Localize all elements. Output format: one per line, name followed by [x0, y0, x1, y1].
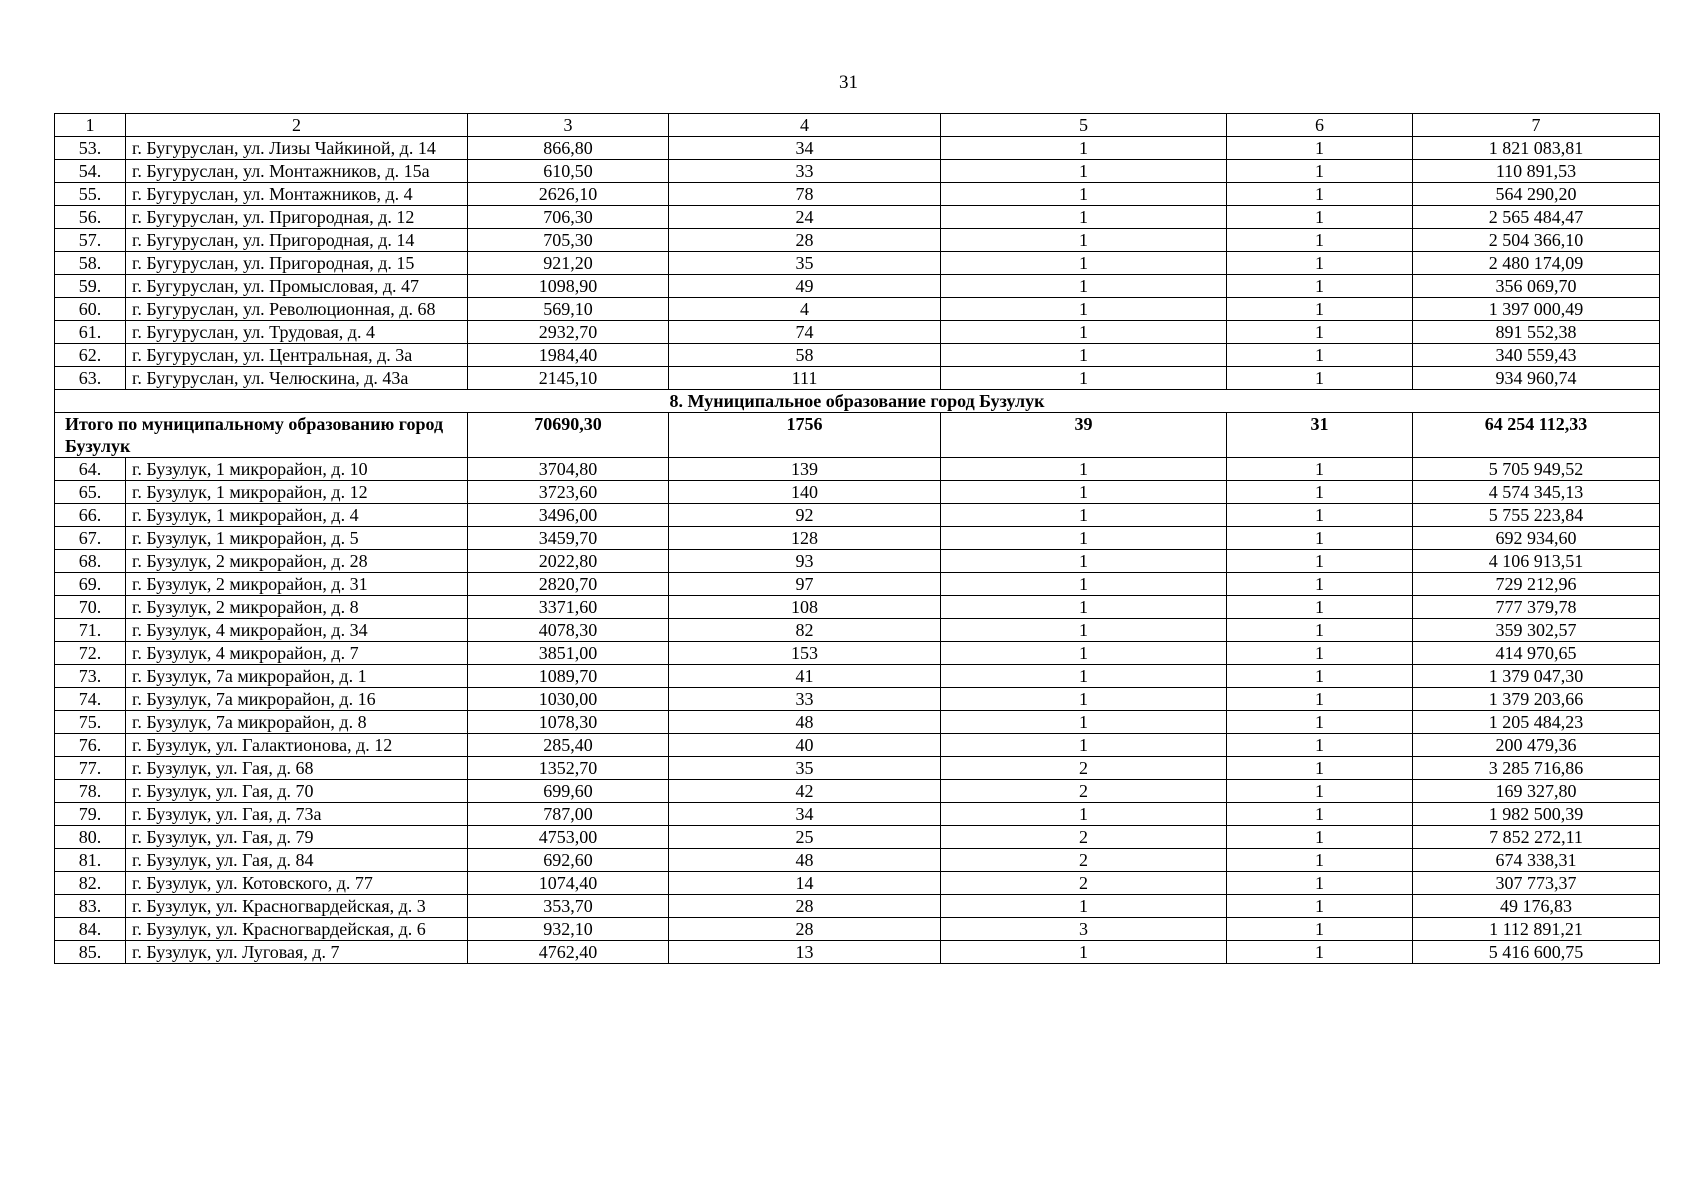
row-col5: 1 — [941, 344, 1227, 367]
row-col6: 1 — [1227, 849, 1413, 872]
row-number: 69. — [55, 573, 126, 596]
table-row — [55, 665, 1660, 688]
row-col5: 2 — [941, 757, 1227, 780]
table-row — [55, 550, 1660, 573]
row-col5: 2 — [941, 826, 1227, 849]
row-number: 64. — [55, 458, 126, 481]
row-col6: 1 — [1227, 481, 1413, 504]
row-col5: 1 — [941, 895, 1227, 918]
row-number: 70. — [55, 596, 126, 619]
row-number: 73. — [55, 665, 126, 688]
row-col6: 1 — [1227, 757, 1413, 780]
row-col4: 28 — [669, 895, 941, 918]
row-address: г. Бугуруслан, ул. Промысловая, д. 47 — [126, 275, 468, 298]
row-col7: 1 205 484,23 — [1413, 711, 1660, 734]
table-row — [55, 229, 1660, 252]
row-col7: 5 755 223,84 — [1413, 504, 1660, 527]
table-row — [55, 642, 1660, 665]
row-number: 57. — [55, 229, 126, 252]
row-address: г. Бузулук, ул. Галактионова, д. 12 — [126, 734, 468, 757]
row-col5: 1 — [941, 941, 1227, 964]
row-address: г. Бузулук, ул. Гая, д. 68 — [126, 757, 468, 780]
row-col4: 33 — [669, 160, 941, 183]
row-col4: 40 — [669, 734, 941, 757]
row-col6: 1 — [1227, 229, 1413, 252]
row-col3: 353,70 — [468, 895, 669, 918]
row-col7: 674 338,31 — [1413, 849, 1660, 872]
table-row — [55, 711, 1660, 734]
row-col3: 692,60 — [468, 849, 669, 872]
row-number: 63. — [55, 367, 126, 390]
row-col7: 2 565 484,47 — [1413, 206, 1660, 229]
row-address: г. Бугуруслан, ул. Монтажников, д. 4 — [126, 183, 468, 206]
table-row — [55, 275, 1660, 298]
row-number: 76. — [55, 734, 126, 757]
row-number: 67. — [55, 527, 126, 550]
row-address: г. Бузулук, 7а микрорайон, д. 16 — [126, 688, 468, 711]
row-col4: 93 — [669, 550, 941, 573]
row-col3: 706,30 — [468, 206, 669, 229]
row-address: г. Бузулук, 1 микрорайон, д. 5 — [126, 527, 468, 550]
row-col3: 4753,00 — [468, 826, 669, 849]
section-title: 8. Муниципальное образование город Бузулук — [55, 390, 1660, 413]
row-col6: 1 — [1227, 596, 1413, 619]
row-col3: 3704,80 — [468, 458, 669, 481]
row-address: г. Бугуруслан, ул. Пригородная, д. 14 — [126, 229, 468, 252]
row-col5: 1 — [941, 550, 1227, 573]
row-number: 68. — [55, 550, 126, 573]
row-col3: 705,30 — [468, 229, 669, 252]
row-address: г. Бугуруслан, ул. Лизы Чайкиной, д. 14 — [126, 137, 468, 160]
row-col7: 4 574 345,13 — [1413, 481, 1660, 504]
row-col5: 1 — [941, 160, 1227, 183]
row-col6: 1 — [1227, 895, 1413, 918]
total-c3: 70690,30 — [468, 413, 669, 458]
header-cell-7: 7 — [1413, 114, 1660, 137]
row-col5: 1 — [941, 458, 1227, 481]
row-col3: 2022,80 — [468, 550, 669, 573]
table-row — [55, 321, 1660, 344]
row-number: 75. — [55, 711, 126, 734]
row-col4: 49 — [669, 275, 941, 298]
row-col6: 1 — [1227, 206, 1413, 229]
row-address: г. Бугуруслан, ул. Трудовая, д. 4 — [126, 321, 468, 344]
header-cell-4: 4 — [669, 114, 941, 137]
row-address: г. Бузулук, 1 микрорайон, д. 12 — [126, 481, 468, 504]
row-col6: 1 — [1227, 137, 1413, 160]
table-row — [55, 918, 1660, 941]
row-col5: 1 — [941, 803, 1227, 826]
row-col3: 3371,60 — [468, 596, 669, 619]
row-col6: 1 — [1227, 160, 1413, 183]
row-col6: 1 — [1227, 826, 1413, 849]
table-row — [55, 734, 1660, 757]
row-col3: 1352,70 — [468, 757, 669, 780]
row-address: г. Бузулук, 7а микрорайон, д. 8 — [126, 711, 468, 734]
row-col5: 1 — [941, 619, 1227, 642]
row-number: 65. — [55, 481, 126, 504]
header-cell-2: 2 — [126, 114, 468, 137]
row-col4: 92 — [669, 504, 941, 527]
row-col7: 49 176,83 — [1413, 895, 1660, 918]
row-col6: 1 — [1227, 665, 1413, 688]
row-col7: 564 290,20 — [1413, 183, 1660, 206]
row-col3: 2820,70 — [468, 573, 669, 596]
table-row — [55, 895, 1660, 918]
row-col4: 35 — [669, 252, 941, 275]
table-row — [55, 849, 1660, 872]
row-col5: 1 — [941, 321, 1227, 344]
row-col3: 3851,00 — [468, 642, 669, 665]
row-col4: 111 — [669, 367, 941, 390]
row-number: 55. — [55, 183, 126, 206]
row-col3: 1078,30 — [468, 711, 669, 734]
row-address: г. Бузулук, ул. Котовского, д. 77 — [126, 872, 468, 895]
row-col4: 33 — [669, 688, 941, 711]
row-number: 53. — [55, 137, 126, 160]
row-col5: 1 — [941, 573, 1227, 596]
row-col4: 140 — [669, 481, 941, 504]
row-col3: 569,10 — [468, 298, 669, 321]
row-address: г. Бугуруслан, ул. Челюскина, д. 43а — [126, 367, 468, 390]
row-col6: 1 — [1227, 803, 1413, 826]
row-col6: 1 — [1227, 183, 1413, 206]
row-col4: 128 — [669, 527, 941, 550]
row-col5: 1 — [941, 688, 1227, 711]
row-col3: 787,00 — [468, 803, 669, 826]
row-col6: 1 — [1227, 711, 1413, 734]
table-row — [55, 367, 1660, 390]
row-col6: 1 — [1227, 780, 1413, 803]
table-row — [55, 596, 1660, 619]
row-address: г. Бузулук, ул. Гая, д. 70 — [126, 780, 468, 803]
row-col6: 1 — [1227, 688, 1413, 711]
row-col4: 97 — [669, 573, 941, 596]
row-col7: 2 504 366,10 — [1413, 229, 1660, 252]
row-col5: 1 — [941, 665, 1227, 688]
row-col6: 1 — [1227, 573, 1413, 596]
row-col6: 1 — [1227, 941, 1413, 964]
row-col6: 1 — [1227, 550, 1413, 573]
section-row — [55, 390, 1660, 413]
total-row — [55, 413, 1660, 458]
row-col5: 1 — [941, 711, 1227, 734]
row-col6: 1 — [1227, 252, 1413, 275]
row-number: 58. — [55, 252, 126, 275]
total-c4: 1756 — [669, 413, 941, 458]
row-col5: 1 — [941, 252, 1227, 275]
row-col7: 200 479,36 — [1413, 734, 1660, 757]
row-col7: 4 106 913,51 — [1413, 550, 1660, 573]
row-col3: 2932,70 — [468, 321, 669, 344]
table-row — [55, 481, 1660, 504]
row-col4: 14 — [669, 872, 941, 895]
row-address: г. Бугуруслан, ул. Монтажников, д. 15а — [126, 160, 468, 183]
row-number: 61. — [55, 321, 126, 344]
row-col3: 3723,60 — [468, 481, 669, 504]
row-number: 84. — [55, 918, 126, 941]
total-c5: 39 — [941, 413, 1227, 458]
row-col5: 3 — [941, 918, 1227, 941]
row-col7: 729 212,96 — [1413, 573, 1660, 596]
row-number: 71. — [55, 619, 126, 642]
total-c7: 64 254 112,33 — [1413, 413, 1660, 458]
row-col3: 4762,40 — [468, 941, 669, 964]
row-col5: 1 — [941, 229, 1227, 252]
row-col7: 340 559,43 — [1413, 344, 1660, 367]
row-number: 66. — [55, 504, 126, 527]
row-col3: 921,20 — [468, 252, 669, 275]
table-row — [55, 458, 1660, 481]
table-row — [55, 206, 1660, 229]
row-col4: 25 — [669, 826, 941, 849]
row-col6: 1 — [1227, 321, 1413, 344]
row-col6: 1 — [1227, 504, 1413, 527]
row-col4: 48 — [669, 711, 941, 734]
row-col5: 1 — [941, 137, 1227, 160]
row-col4: 34 — [669, 137, 941, 160]
row-col7: 359 302,57 — [1413, 619, 1660, 642]
row-col5: 1 — [941, 642, 1227, 665]
row-col5: 2 — [941, 780, 1227, 803]
row-col7: 2 480 174,09 — [1413, 252, 1660, 275]
table-row — [55, 183, 1660, 206]
table-row — [55, 757, 1660, 780]
row-address: г. Бузулук, 2 микрорайон, д. 31 — [126, 573, 468, 596]
row-address: г. Бугуруслан, ул. Пригородная, д. 15 — [126, 252, 468, 275]
row-col5: 2 — [941, 872, 1227, 895]
row-col7: 169 327,80 — [1413, 780, 1660, 803]
row-address: г. Бузулук, 4 микрорайон, д. 7 — [126, 642, 468, 665]
row-col3: 1098,90 — [468, 275, 669, 298]
row-col3: 3496,00 — [468, 504, 669, 527]
column-number-row — [55, 114, 1660, 137]
table-row — [55, 780, 1660, 803]
row-col4: 42 — [669, 780, 941, 803]
row-col6: 1 — [1227, 367, 1413, 390]
row-number: 79. — [55, 803, 126, 826]
row-col4: 35 — [669, 757, 941, 780]
row-number: 81. — [55, 849, 126, 872]
row-col3: 1074,40 — [468, 872, 669, 895]
table-row — [55, 160, 1660, 183]
row-col7: 110 891,53 — [1413, 160, 1660, 183]
row-address: г. Бузулук, 4 микрорайон, д. 34 — [126, 619, 468, 642]
row-col5: 2 — [941, 849, 1227, 872]
row-col3: 285,40 — [468, 734, 669, 757]
row-number: 54. — [55, 160, 126, 183]
row-col6: 1 — [1227, 298, 1413, 321]
row-col6: 1 — [1227, 872, 1413, 895]
row-col6: 1 — [1227, 918, 1413, 941]
row-col4: 34 — [669, 803, 941, 826]
row-col7: 934 960,74 — [1413, 367, 1660, 390]
row-col5: 1 — [941, 527, 1227, 550]
row-address: г. Бузулук, ул. Гая, д. 84 — [126, 849, 468, 872]
row-col3: 866,80 — [468, 137, 669, 160]
row-col4: 41 — [669, 665, 941, 688]
row-col5: 1 — [941, 504, 1227, 527]
housing-table — [54, 113, 1660, 964]
header-cell-3: 3 — [468, 114, 669, 137]
row-address: г. Бузулук, ул. Красногвардейская, д. 3 — [126, 895, 468, 918]
row-col4: 153 — [669, 642, 941, 665]
row-number: 78. — [55, 780, 126, 803]
row-col7: 1 379 047,30 — [1413, 665, 1660, 688]
row-col4: 74 — [669, 321, 941, 344]
row-number: 80. — [55, 826, 126, 849]
row-address: г. Бузулук, 7а микрорайон, д. 1 — [126, 665, 468, 688]
table-row — [55, 941, 1660, 964]
row-col7: 1 379 203,66 — [1413, 688, 1660, 711]
row-col6: 1 — [1227, 344, 1413, 367]
row-col7: 1 397 000,49 — [1413, 298, 1660, 321]
row-col5: 1 — [941, 367, 1227, 390]
row-number: 56. — [55, 206, 126, 229]
row-number: 77. — [55, 757, 126, 780]
row-address: г. Бугуруслан, ул. Революционная, д. 68 — [126, 298, 468, 321]
header-cell-1: 1 — [55, 114, 126, 137]
row-number: 82. — [55, 872, 126, 895]
row-col5: 1 — [941, 298, 1227, 321]
table-row — [55, 688, 1660, 711]
row-col5: 1 — [941, 275, 1227, 298]
row-number: 74. — [55, 688, 126, 711]
row-col6: 1 — [1227, 458, 1413, 481]
row-col7: 777 379,78 — [1413, 596, 1660, 619]
row-col3: 2626,10 — [468, 183, 669, 206]
row-address: г. Бугуруслан, ул. Пригородная, д. 12 — [126, 206, 468, 229]
row-col7: 1 982 500,39 — [1413, 803, 1660, 826]
row-col3: 1089,70 — [468, 665, 669, 688]
row-number: 85. — [55, 941, 126, 964]
row-col4: 78 — [669, 183, 941, 206]
row-col4: 4 — [669, 298, 941, 321]
table-row — [55, 298, 1660, 321]
header-cell-5: 5 — [941, 114, 1227, 137]
header-cell-6: 6 — [1227, 114, 1413, 137]
row-address: г. Бугуруслан, ул. Центральная, д. 3а — [126, 344, 468, 367]
table-body — [55, 114, 1660, 964]
row-number: 72. — [55, 642, 126, 665]
row-col6: 1 — [1227, 642, 1413, 665]
total-c6: 31 — [1227, 413, 1413, 458]
table-row — [55, 504, 1660, 527]
row-col7: 692 934,60 — [1413, 527, 1660, 550]
row-number: 59. — [55, 275, 126, 298]
row-col3: 3459,70 — [468, 527, 669, 550]
row-col3: 2145,10 — [468, 367, 669, 390]
row-col7: 356 069,70 — [1413, 275, 1660, 298]
row-address: г. Бузулук, 1 микрорайон, д. 10 — [126, 458, 468, 481]
row-col6: 1 — [1227, 734, 1413, 757]
row-col6: 1 — [1227, 619, 1413, 642]
row-col7: 414 970,65 — [1413, 642, 1660, 665]
row-col3: 1984,40 — [468, 344, 669, 367]
table-row — [55, 872, 1660, 895]
table-row — [55, 803, 1660, 826]
row-col4: 28 — [669, 918, 941, 941]
row-col4: 24 — [669, 206, 941, 229]
row-col7: 1 821 083,81 — [1413, 137, 1660, 160]
row-col5: 1 — [941, 596, 1227, 619]
row-address: г. Бузулук, ул. Луговая, д. 7 — [126, 941, 468, 964]
row-address: г. Бузулук, ул. Гая, д. 73а — [126, 803, 468, 826]
row-address: г. Бузулук, ул. Красногвардейская, д. 6 — [126, 918, 468, 941]
row-col7: 891 552,38 — [1413, 321, 1660, 344]
row-col4: 108 — [669, 596, 941, 619]
row-number: 83. — [55, 895, 126, 918]
row-col5: 1 — [941, 183, 1227, 206]
row-col7: 7 852 272,11 — [1413, 826, 1660, 849]
row-address: г. Бузулук, 2 микрорайон, д. 8 — [126, 596, 468, 619]
row-col3: 4078,30 — [468, 619, 669, 642]
row-col4: 58 — [669, 344, 941, 367]
row-col7: 3 285 716,86 — [1413, 757, 1660, 780]
table-row — [55, 344, 1660, 367]
row-col4: 28 — [669, 229, 941, 252]
row-col7: 1 112 891,21 — [1413, 918, 1660, 941]
table-row — [55, 252, 1660, 275]
row-number: 62. — [55, 344, 126, 367]
page-number: 31 — [839, 72, 858, 93]
row-address: г. Бузулук, ул. Гая, д. 79 — [126, 826, 468, 849]
row-col7: 5 416 600,75 — [1413, 941, 1660, 964]
total-label: Итого по муниципальному образованию город Бузулук — [55, 413, 468, 458]
row-col5: 1 — [941, 206, 1227, 229]
row-col3: 610,50 — [468, 160, 669, 183]
table-row — [55, 573, 1660, 596]
row-number: 60. — [55, 298, 126, 321]
row-col6: 1 — [1227, 527, 1413, 550]
row-col4: 13 — [669, 941, 941, 964]
table-row — [55, 619, 1660, 642]
table-row — [55, 826, 1660, 849]
table-row — [55, 137, 1660, 160]
table-row — [55, 527, 1660, 550]
row-address: г. Бузулук, 1 микрорайон, д. 4 — [126, 504, 468, 527]
row-col5: 1 — [941, 481, 1227, 504]
row-col4: 48 — [669, 849, 941, 872]
row-col3: 1030,00 — [468, 688, 669, 711]
row-col6: 1 — [1227, 275, 1413, 298]
row-col4: 82 — [669, 619, 941, 642]
row-col7: 307 773,37 — [1413, 872, 1660, 895]
row-col3: 699,60 — [468, 780, 669, 803]
row-col7: 5 705 949,52 — [1413, 458, 1660, 481]
row-col3: 932,10 — [468, 918, 669, 941]
row-col4: 139 — [669, 458, 941, 481]
row-col5: 1 — [941, 734, 1227, 757]
row-address: г. Бузулук, 2 микрорайон, д. 28 — [126, 550, 468, 573]
